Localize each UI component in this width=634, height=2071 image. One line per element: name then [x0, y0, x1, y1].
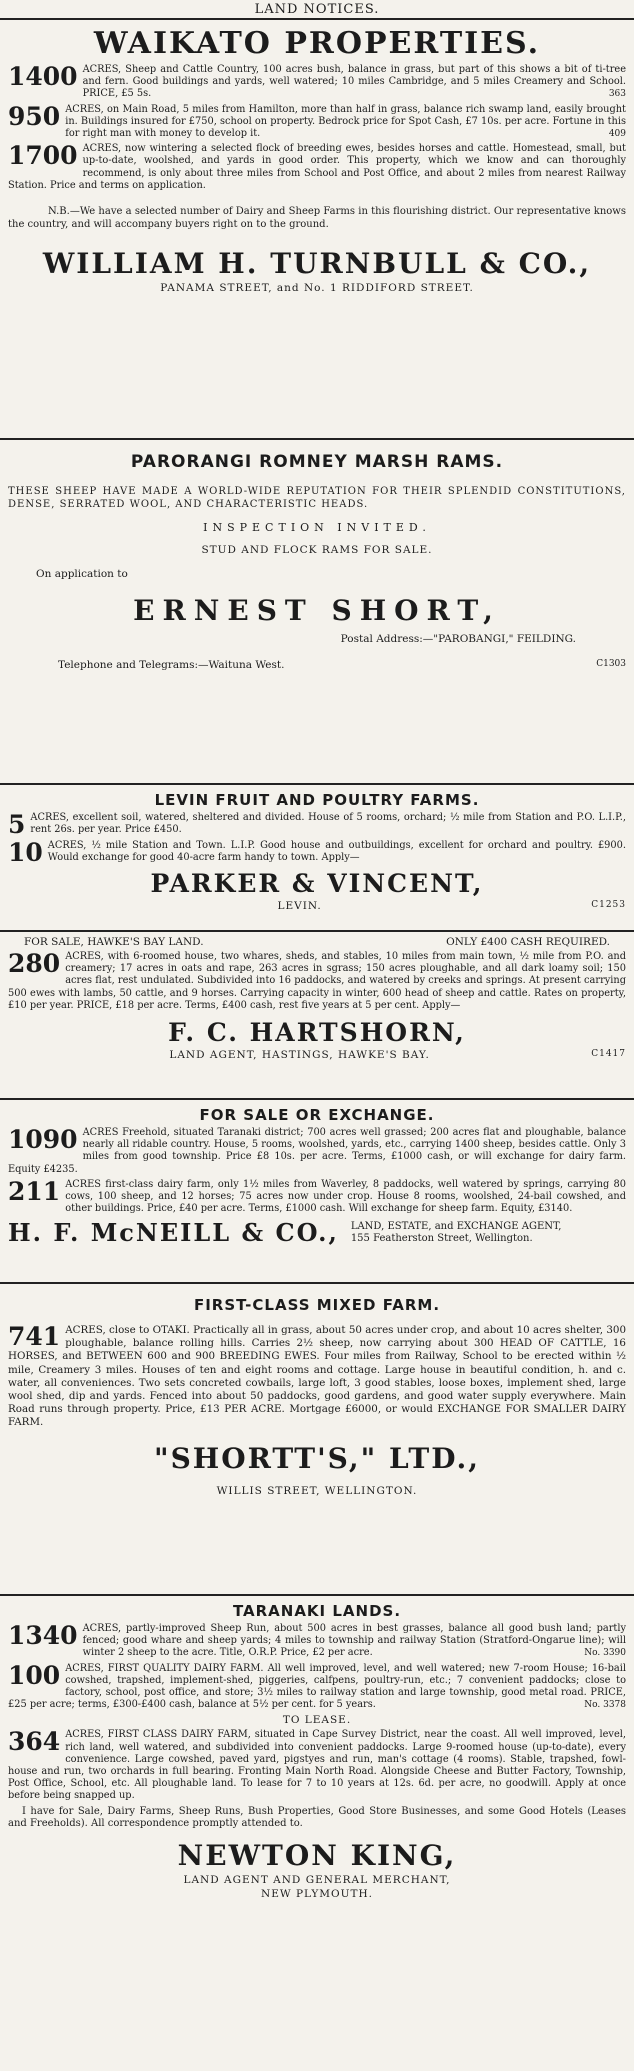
agent-address-line [8, 1049, 626, 1061]
agent-desc: LAND, ESTATE, and EXCHANGE AGENT, [350, 1220, 562, 1232]
nb-note: N.B.—We have a selected number of Dairy and Sheep Farms in this flourishing district. Our representative knows the country, and will accompany buyers right on to the ground. [8, 206, 626, 230]
agent-address: 155 Featherston Street, Wellington. [350, 1232, 533, 1244]
acres-figure: 1400 [8, 62, 78, 91]
listing [8, 64, 626, 101]
listing [8, 1127, 626, 1176]
acres-figure: 10 [8, 838, 43, 867]
acres-figure: 1340 [8, 1621, 78, 1650]
acres-figure: 364 [8, 1727, 61, 1757]
listing [8, 101, 626, 141]
agent-name: PARKER & VINCENT, [150, 869, 484, 898]
ad-title: FOR SALE OR EXCHANGE. [199, 1106, 435, 1124]
ad-title: LEVIN FRUIT AND POULTRY FARMS. [154, 791, 480, 809]
listing [8, 1176, 626, 1216]
ad-code: C1253 [591, 900, 626, 910]
waikato-properties-ad [0, 20, 634, 440]
listing-text: ACRES, now wintering a selected flock of breeding ewes, besides horses and cattle. Homestead, small, but up-to-date, woolshed, and yards in good order. This property, which we know and can thoroughly recommend, is only about three miles from School and Post Office, and about 2 miles from nearest Railway Station. Price and terms on application. [8, 143, 626, 191]
listing-text: ACRES, FIRST CLASS DAIRY FARM, situated in Cape Survey District, near the coast. All well improved, level, rich land, well watered, and subdivided into convenient paddocks. Large 9-roomed house (up-to-date), every convenience. Large cowshed, paved yard, pigstyes and run, man's cottage (4 rooms). Stable, trapshed, fowl-house and run, two orchards in full bearing. Fronting Main North Road. Alongside Cheese and Butter Factory, Township, Post Office, School, etc. All ploughable land. To lease for 7 to 10 years at 12s. 6d. per acre, no goodwill. Apply at once before being snapped up. [8, 1729, 626, 1802]
acres-figure: 280 [8, 949, 61, 978]
postal-address: Postal Address:—"PAROBANGI," FEILDING. [340, 633, 576, 645]
acres-figure: 1090 [8, 1125, 78, 1154]
ad-title: PARORANGI ROMNEY MARSH RAMS. [130, 452, 504, 472]
listing [8, 1623, 626, 1660]
listing [8, 812, 626, 837]
acres-figure: 1700 [8, 141, 78, 171]
listing [8, 143, 626, 192]
agent-address: PANAMA STREET, and No. 1 RIDDIFORD STREET. [160, 282, 474, 295]
agent-name: F. C. HARTSHORN, [168, 1018, 466, 1048]
taranaki-lands-ad [0, 1596, 634, 2051]
listing [8, 951, 626, 1012]
heading-left: FOR SALE, HAWKE'S BAY LAND. [24, 936, 204, 948]
ad-code: C1417 [591, 1049, 626, 1060]
listing-text: ACRES first-class dairy farm, only 1½ miles from Waverley, 8 paddocks, well watered by springs, carrying 80 cows, 100 sheep, and 12 horses; 75 acres now under crop. House 8 rooms, woolshed, 24-bail cowshed, and other buildings. Price, £40 per acre. Terms, £1000 cash. Will exchange for sheep farm. Equity, £3140. [65, 1178, 626, 1215]
agent-address: WILLIS STREET, WELLINGTON. [216, 1484, 418, 1497]
agent-town: NEW PLYMOUTH. [261, 1887, 373, 1900]
parorangi-rams-ad [0, 440, 634, 785]
listing-text: ACRES, excellent soil, watered, sheltered and divided. House of 5 rooms, orchard; ½ mile from Station and P.O. L.I.P., rent 26s. per year. Price £450. [30, 812, 626, 836]
acres-figure: 741 [8, 1322, 61, 1351]
heading-right: ONLY £400 CASH REQUIRED. [446, 936, 610, 948]
ad-title: WAIKATO PROPERTIES. [93, 26, 541, 61]
inspection-line: INSPECTION INVITED. [203, 521, 431, 534]
acres-figure: 211 [8, 1176, 61, 1206]
ad-code: C1303 [596, 659, 626, 669]
acres-figure: 5 [8, 810, 26, 839]
listing [8, 1660, 626, 1712]
ad-heading [8, 936, 626, 948]
stud-line: STUD AND FLOCK RAMS FOR SALE. [201, 544, 433, 556]
listing [8, 840, 626, 865]
ref-number: No. 3390 [584, 1648, 626, 1659]
agent-block [8, 1218, 626, 1247]
page-header: LAND NOTICES. [0, 0, 634, 20]
agent-name: H. F. McNEILL & CO., [8, 1218, 339, 1248]
ad-title: TARANAKI LANDS. [232, 1602, 402, 1620]
ad-body: THESE SHEEP HAVE MADE A WORLD-WIDE REPUTATION FOR THEIR SPLENDID CONSTITUTIONS, DENSE, SERRATED WOOL, AND CHARACTERISTIC HEADS. [8, 486, 626, 510]
ref-number: 363 [608, 89, 626, 100]
agent-details [351, 1221, 562, 1245]
listing-text: ACRES, Sheep and Cattle Country, 100 acres bush, balance in grass, but part of this shows a bit of ti-tree and fern. Good buildings and yards, well watered; 10 miles Cambridge, and 5 miles Creamery and School. PRICE, £5 5s. [82, 64, 626, 100]
ad-title: FIRST-CLASS MIXED FARM. [193, 1296, 441, 1314]
acres-figure: 100 [8, 1660, 61, 1690]
to-lease-heading: TO LEASE. [282, 1714, 352, 1727]
listing-text: ACRES, ½ mile Station and Town. L.I.P. Good house and outbuildings, excellent for orchard and poultry. £900. Would exchange for good 40-acre farm handy to town. Apply— [47, 840, 626, 864]
agent-name: NEWTON KING, [177, 1838, 457, 1872]
ref-number: No. 3378 [584, 1700, 626, 1711]
telephone-line [58, 659, 626, 671]
for-sale-or-exchange-ad [0, 1100, 634, 1284]
hawkes-bay-ad [0, 932, 634, 1100]
agent-desc: LAND AGENT AND GENERAL MERCHANT, [183, 1873, 451, 1886]
listing [8, 1324, 626, 1430]
town-text: LEVIN. [277, 900, 322, 912]
agent-name: "SHORTT'S," LTD., [153, 1441, 480, 1475]
agent-name: ERNEST SHORT, [133, 594, 501, 627]
telephone-text: Telephone and Telegrams:—Waituna West. [58, 659, 285, 671]
closing-note: I have for Sale, Dairy Farms, Sheep Runs, Bush Properties, Good Store Businesses, and some Good Hotels (Leases and Freeholds). All correspondence promptly attended to. [8, 1805, 626, 1830]
apply-line: On application to [36, 568, 128, 580]
mixed-farm-ad [0, 1284, 634, 1596]
acres-figure: 950 [8, 101, 61, 131]
ref-number: 409 [608, 129, 626, 140]
agent-name: WILLIAM H. TURNBULL & CO., [42, 247, 592, 281]
listing-text: ACRES, on Main Road, 5 miles from Hamilton, more than half in grass, balance rich swamp land, easily brought in. Buildings insured for £750, school on property. Bedrock price for Spot Cash, £7 10s. per acre. Fortune in this for right man with money to develop it. [65, 103, 626, 140]
agent-address: LAND AGENT, HASTINGS, HAWKE'S BAY. [169, 1049, 430, 1062]
listing-text: ACRES, FIRST QUALITY DAIRY FARM. All well improved, level, and well watered; new 7-room House; 16-bail cowshed, trapshed, implement-shed, piggeries, calfpens, poultry-run, etc.; 7 convenient paddocks; close to factory, school, post office, and store; 3½ miles to railway station and large township, good metal road. PRICE, £25 per acre; terms, £300-£400 cash, balance at 5½ per cent. for 5 years. [8, 1662, 626, 1711]
levin-farms-ad [0, 785, 634, 932]
listing-text: ACRES Freehold, situated Taranaki district; 700 acres well grassed; 200 acres flat and ploughable, balance nearly all ridable country. House, 5 rooms, woolshed, yards, etc., carrying 1400 sheep, besides cattle. Only 3 miles from good township. Price £8 10s. per acre. Terms, £1000 cash, or will exchange for dairy farm. Equity £4235. [8, 1127, 626, 1175]
agent-town [8, 900, 626, 912]
listing-text: ACRES, close to OTAKI. Practically all in grass, about 50 acres under crop, and about 10 acres shelter, 300 ploughable, balance rolling hills. Carries 2½ sheep, now carrying about 300 HEAD OF CATTLE, 16 HORSES, and BETWEEN 600 and 900 BREEDING EWES. Four miles from Railway, School to be erected within ½ mile, Creamery 3 miles. Houses of ten and eight rooms and cottage. Large house in beautiful condition, h. and c. water, all conveniences. Two sets concreted cowbails, large loft, 3 good stables, loose boxes, implement shed, large wool shed, dip and yards. Fenced into about 50 paddocks, good gardens, and good water supply everywhere. Main Road runs through property. Price, £13 PER ACRE. Mortgage £6000, or would EXCHANGE FOR SMALLER DAIRY FARM. [8, 1324, 626, 1429]
listing [8, 1729, 626, 1802]
listing-text: ACRES, partly-improved Sheep Run, about 500 acres in best grasses, balance all good bush land; partly fenced; good whare and sheep yards; 4 miles to township and railway Station (Stratford-Ongarue line); will winter 2 sheep to the acre. Title, O.R.P. Price, £2 per acre. [82, 1623, 626, 1659]
listing-text: ACRES, with 6-roomed house, two whares, sheds, and stables, 10 miles from main town, ½ mile from P.O. and creamery; 17 acres in oats and rape, 263 acres in sgrass; 150 acres ploughable, and all dark loamy soil; 150 acres flat, rest undulated. Subdivided into 16 paddocks, and watered by creeks and springs. At present carrying 500 ewes with lambs, 50 cattle, and 9 horses. Carrying capacity in winter, 600 head of sheep and cattle. Rates on property, £10 per year. PRICE, £18 per acre. Terms, £400 cash, rest five years at 5 per cent. Apply— [8, 951, 626, 1011]
